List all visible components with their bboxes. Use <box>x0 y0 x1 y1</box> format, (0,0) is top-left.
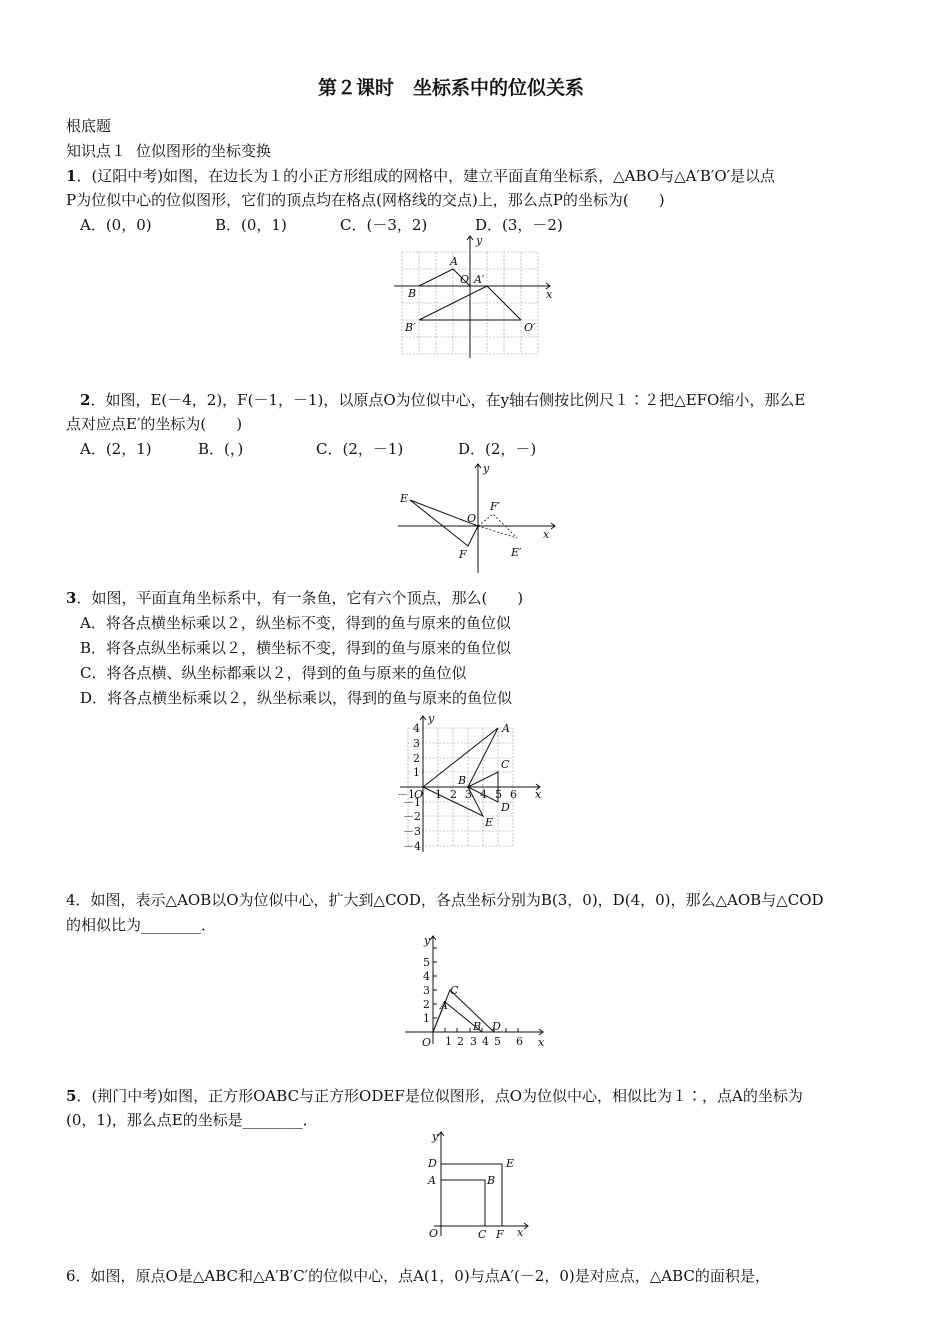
q4-label-b: B <box>473 1020 482 1033</box>
q5-label-a: A <box>428 1174 436 1187</box>
question-1-text: ．(辽阳中考)如图，在边长为１的小正方形组成的网格中，建立平面直角坐标系，△ABO与△A′B′O′是以点 <box>76 167 776 185</box>
q3-xtick-neg1: －1 <box>397 788 415 801</box>
q4-xtick-3: 3 <box>470 1035 477 1048</box>
q4-xtick-5: 5 <box>494 1035 501 1048</box>
section-heading: 根底题 <box>66 117 112 135</box>
q5-label-x: x <box>517 1226 524 1239</box>
question-4-text: ．如图，表示△AOB以O为位似中心，扩大到△COD，各点坐标分别为B(3，0)，D(4，0)，那么△AOB与△COD <box>75 891 824 909</box>
q5-label-e: E <box>506 1157 515 1170</box>
q5-label-o: O <box>429 1227 439 1240</box>
q3-ytick-neg3: －3 <box>403 825 421 838</box>
q3-xtick-1: 1 <box>435 788 442 801</box>
q4-label-o: O <box>422 1036 432 1049</box>
q3-xtick-5: 5 <box>495 788 502 801</box>
question-2-text: ．如图，E(－4，2)，F(－1，－1)，以原点O为位似中心，在y轴右侧按比例尺１∶２把△EFO缩小，那么E <box>90 391 806 409</box>
question-1-option-c: C．(－3，2) <box>340 216 428 234</box>
q5-label-b: B <box>487 1174 496 1187</box>
q3-xtick-4: 4 <box>480 788 487 801</box>
q4-label-c: C <box>450 984 459 997</box>
q2-label-f: F <box>459 548 467 561</box>
question-3-text: ．如图，平面直角坐标系中，有一条鱼，它有六个顶点，那么( ) <box>76 589 524 607</box>
q4-xtick-6: 6 <box>516 1035 523 1048</box>
question-2-option-c: C．(2，－1) <box>316 440 404 458</box>
q3-xtick-2: 2 <box>450 788 457 801</box>
q4-ytick-2: 2 <box>423 998 430 1011</box>
q3-label-d: D <box>501 801 510 814</box>
q1-label-x: x <box>546 288 553 301</box>
q4-ytick-3: 3 <box>423 984 430 997</box>
q4-ytick-1: 1 <box>423 1012 430 1025</box>
question-2-number: 2 <box>80 391 91 409</box>
question-1-option-d: D．(3，－2) <box>475 216 563 234</box>
question-4-line-2: 的相似比为________． <box>66 916 217 934</box>
question-3-option-d: D．将各点横坐标乘以２，纵坐标乘以，得到的鱼与原来的鱼位似 <box>80 689 513 707</box>
q4-label-d: D <box>492 1020 501 1033</box>
question-3-option-b: B．将各点纵坐标乘以２，横坐标不变，得到的鱼与原来的鱼位似 <box>80 639 512 657</box>
question-1-option-b: B．(0，1) <box>215 216 287 234</box>
q1-label-y: y <box>476 234 483 247</box>
figure-q1-grid <box>390 232 560 360</box>
question-6-text: ．如图，原点O是△ABC和△A′B′C′的位似中心，点A(1，0)与点A′(－2，0)是对应点，△ABC的面积是， <box>75 1267 770 1285</box>
question-3-option-c: C．将各点横、纵坐标都乘以２，得到的鱼与原来的鱼位似 <box>80 664 467 682</box>
q4-xtick-2: 2 <box>457 1035 464 1048</box>
q3-ytick-1: 1 <box>413 766 420 779</box>
figure-q5-squares <box>420 1128 540 1240</box>
q2-label-o: O <box>467 512 477 525</box>
q3-xtick-3: 3 <box>465 788 472 801</box>
question-1-line-2: P为位似中心的位似图形，它们的顶点均在格点(网格线的交点)上，那么点P的坐标为( ) <box>66 191 665 209</box>
q2-label-x: x <box>543 528 550 541</box>
q4-xtick-1: 1 <box>445 1035 452 1048</box>
q1-label-b-prime: B′ <box>405 321 416 334</box>
q1-label-a: A <box>450 255 458 268</box>
q4-xtick-4: 4 <box>482 1035 489 1048</box>
question-6-number: 6 <box>66 1267 76 1285</box>
q4-ytick-4: 4 <box>423 970 430 983</box>
q1-label-o-prime: O′ <box>524 321 536 334</box>
question-1-line-1 <box>66 166 775 186</box>
knowledge-point-label: 知识点１ <box>66 142 127 160</box>
question-2-option-b: B．(，) <box>198 440 244 458</box>
question-5-line-1 <box>66 1086 803 1106</box>
q5-label-f: F <box>496 1228 504 1241</box>
question-2-option-a: A．(2，1) <box>80 440 152 458</box>
q2-label-f-prime: F′ <box>490 500 501 513</box>
q1-label-b: B <box>408 287 417 300</box>
q4-label-x: x <box>538 1036 545 1049</box>
q3-ytick-2: 2 <box>413 752 420 765</box>
page-title: 第２课时 坐标系中的位似关系 <box>318 77 585 99</box>
knowledge-point-name: 位似图形的坐标变换 <box>136 142 272 160</box>
q3-ytick-neg2: －2 <box>403 810 421 823</box>
q3-ytick-3: 3 <box>413 737 420 750</box>
q3-ytick-4: 4 <box>413 722 420 735</box>
q5-label-c: C <box>478 1228 487 1241</box>
question-2-line-1 <box>80 390 805 410</box>
question-4-number: 4 <box>66 891 76 909</box>
question-5-line-2: (0，1)，那么点E的坐标是________． <box>66 1111 318 1129</box>
figure-q3-fish <box>395 712 545 854</box>
q3-ytick-neg1: －1 <box>403 796 421 809</box>
question-4-line-1 <box>66 890 824 910</box>
question-2-option-d: D．(2，－) <box>458 440 537 458</box>
figure-q4 <box>400 932 550 1050</box>
question-3-line-1 <box>66 588 523 608</box>
question-5-number: 5 <box>66 1087 77 1105</box>
q1-label-o: O <box>460 273 470 286</box>
q4-label-y: y <box>424 934 431 947</box>
q3-label-x: x <box>535 788 542 801</box>
question-1-number: 1 <box>66 167 77 185</box>
question-1-option-a: A．(0，0) <box>80 216 152 234</box>
knowledge-point-heading <box>66 141 271 161</box>
question-6-line-1 <box>66 1266 770 1286</box>
q3-label-y: y <box>428 712 435 725</box>
question-3-number: 3 <box>66 589 77 607</box>
q5-label-d: D <box>428 1157 437 1170</box>
q4-label-a: A <box>440 999 448 1012</box>
q2-label-y: y <box>483 462 490 475</box>
question-2-line-2: 点对应点E′的坐标为( ) <box>66 415 243 433</box>
q3-label-o: O <box>414 788 424 801</box>
q3-xtick-6: 6 <box>510 788 517 801</box>
q3-ytick-neg4: －4 <box>403 840 421 853</box>
q3-label-b: B <box>458 774 467 787</box>
q5-label-y: y <box>432 1130 439 1143</box>
q1-label-a-prime: A′ <box>474 273 485 286</box>
q3-label-c: C <box>501 758 510 771</box>
q3-label-e: E <box>485 816 494 829</box>
q4-ytick-5: 5 <box>423 956 430 969</box>
q2-label-e: E <box>400 492 409 505</box>
question-3-option-a: A．将各点横坐标乘以２，纵坐标不变，得到的鱼与原来的鱼位似 <box>80 614 511 632</box>
figure-q2 <box>395 458 560 578</box>
q2-label-e-prime: E′ <box>511 546 522 559</box>
question-5-text: ．(荆门中考)如图，正方形OABC与正方形ODEF是位似图形，点O为位似中心，相似比为１∶，点A的坐标为 <box>76 1087 803 1105</box>
q3-label-a: A <box>502 722 510 735</box>
